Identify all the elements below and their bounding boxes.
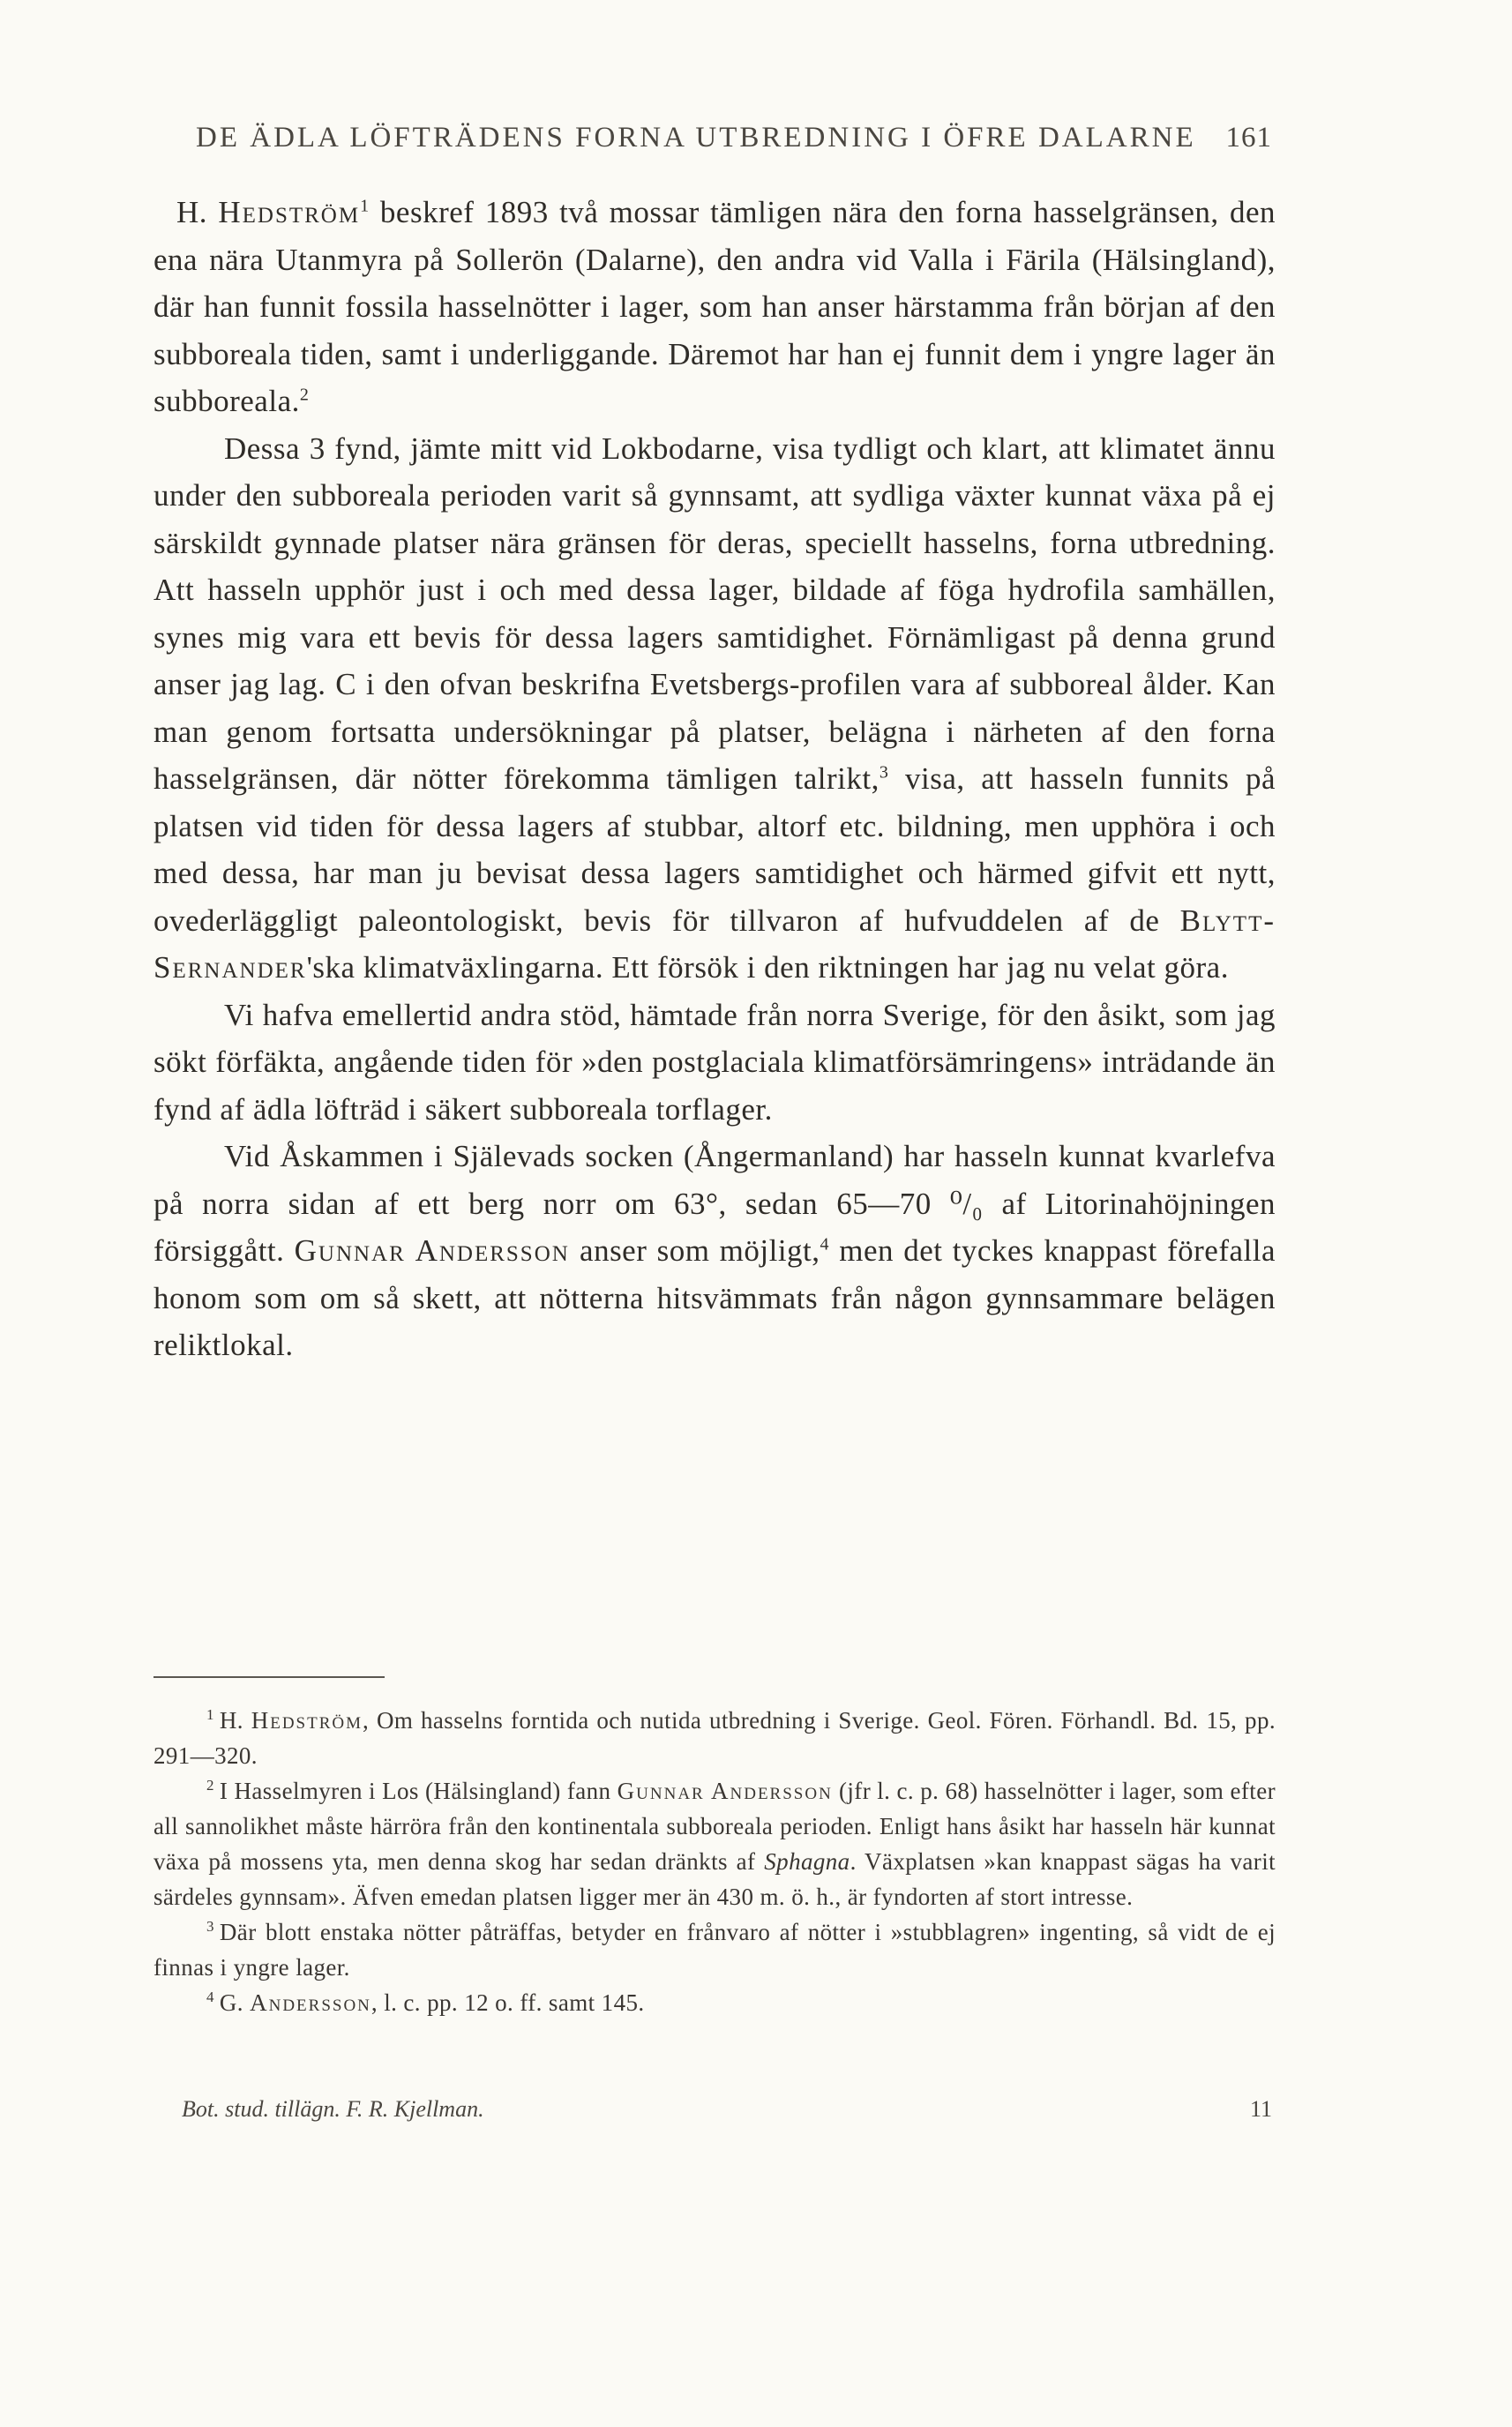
footnote-3 xyxy=(153,1914,1276,1985)
signature-mark: 11 xyxy=(1249,2096,1272,2122)
text-run: visa, att hasseln funnits på platsen vid tiden för dessa lagers af stubbar, altorf etc. bildning, men upphöra i och med dessa, har man ju bevisat dessa lagers samtidighet och härmed gifvit ett nytt, ovederläggligt paleontologiskt, bevis för tillvaron af hufvuddelen af de xyxy=(153,761,1276,938)
text-run: H. xyxy=(176,195,219,229)
footnote-ref[interactable]: 3 xyxy=(879,762,889,783)
footnote-divider xyxy=(153,1676,385,1678)
text-run: Där blott enstaka nötter påträffas, betyder en frånvaro af nötter i »stubblagren» ingenting, så vidt de ej finnas i yngre lager. xyxy=(153,1919,1276,1981)
footnote-mark: 2 xyxy=(206,1777,214,1794)
text-run: . Växplatsen »kan knappast sägas ha varit särdeles gynnsam». Äfven emedan platsen ligger mer än 430 m. ö. h., är fyndorten af stort intresse. xyxy=(153,1848,1276,1910)
footnote-ref[interactable]: 4 xyxy=(820,1234,830,1255)
author-name: Blytt-Sernander xyxy=(153,903,1276,985)
paragraph-4 xyxy=(153,1133,1276,1369)
text-run: (jfr l. c. p. 68) hasselnötter i lager, som efter all sannolikhet måste härröra från den kontinentala subboreala perioden. Enligt hans åsikt har hasseln här kunnat växa på mossens yta, men denna skog har sedan dränkts af xyxy=(153,1778,1276,1875)
text-run: H. xyxy=(219,1707,251,1734)
paragraph-2 xyxy=(153,425,1276,992)
footnote-mark: 3 xyxy=(206,1918,214,1935)
paragraph-1 xyxy=(153,189,1276,425)
text-run: 'ska klimatväxlingarna. Ett försök i den riktningen har jag nu velat göra. xyxy=(306,950,1229,985)
footnote-1 xyxy=(153,1703,1276,1773)
text-run: , l. c. pp. 12 o. ff. samt 145. xyxy=(371,1989,645,2016)
footnote-mark: 4 xyxy=(206,1989,214,2005)
text-run: G. xyxy=(219,1989,251,2016)
signature-text: Bot. stud. tillägn. F. R. Kjellman. xyxy=(182,2096,484,2122)
text-run: Vid Åskammen i Själevads socken (Ångermanland) har hasseln kunnat kvarlefva på norra sidan af ett berg norr om 63°, sedan 65—70 ⁰/₀ af Litorinahöjningen försiggått. xyxy=(153,1139,1276,1268)
footnote-ref[interactable]: 1 xyxy=(360,196,370,216)
running-head xyxy=(196,122,1272,154)
text-run: men det tyckes knappast förefalla honom som om så skett, att nötterna hitsvämmats från någon gynnsammare belägen reliktlokal. xyxy=(153,1233,1276,1362)
footnotes xyxy=(153,1703,1276,2020)
footnote-ref[interactable]: 2 xyxy=(299,385,310,405)
text-run: I Hasselmyren i Los (Hälsingland) fann xyxy=(219,1778,618,1804)
footnote-2 xyxy=(153,1773,1276,1914)
author-name: Andersson xyxy=(250,1989,371,2016)
signature-line xyxy=(182,2096,1276,2123)
paragraph-3: Vi hafva emellertid andra stöd, hämtade från norra Sverige, för den åsikt, som jag sökt förfäkta, angående tiden för »den postglaciala klimatförsämringens» inträdande än fynd af ädla löfträd i säkert subboreala torflager. xyxy=(153,997,1276,1127)
text-run: anser som möjligt, xyxy=(569,1233,820,1268)
author-name: Hedström xyxy=(218,195,361,229)
text-run: beskref 1893 två mossar tämligen nära den forna hasselgränsen, den ena nära Utanmyra på Sollerön (Dalarne), den andra vid Valla i Färila (Hälsingland), där han funnit fossila hasselnötter i lager, som han anser härstamma från början af den subboreala tiden, samt i underliggande. Däremot har han ej funnit dem i yngre lager än subboreala. xyxy=(153,195,1276,418)
author-name: Hedström xyxy=(251,1707,363,1734)
page-number: 161 xyxy=(1225,122,1272,154)
body-text xyxy=(153,189,1276,1369)
footnote-mark: 1 xyxy=(206,1706,214,1723)
genus-name: Sphagna xyxy=(764,1848,850,1875)
text-run: Dessa 3 fynd, jämte mitt vid Lokbodarne, visa tydligt och klart, att klimatet ännu under den subboreala perioden varit så gynnsamt, att sydliga växter kunnat växa på ej särskildt gynnade platser nära gränsen för deras, speciellt hasselns, forna utbredning. Att hasseln upphör just i och med dessa lager, bildade af föga hydrofila samhällen, synes mig vara ett bevis för dessa lagers samtidighet. Förnämligast på denna grund anser jag lag. C i den ofvan beskrifna Evetsbergs-profilen vara af subboreal ålder. Kan man genom fortsatta undersökningar på platser, belägna i närheten af den forna hasselgränsen, där nötter förekomma tämligen talrikt, xyxy=(153,431,1276,796)
author-name: Gunnar Andersson xyxy=(617,1778,833,1804)
author-name: Gunnar Andersson xyxy=(294,1233,570,1268)
footnote-4 xyxy=(153,1985,1276,2020)
text-run: , Om hasselns forntida och nutida utbredning i Sverige. Geol. Fören. Förhandl. Bd. 15, pp. 291—320. xyxy=(153,1707,1276,1769)
running-title: DE ÄDLA LÖFTRÄDENS FORNA UTBREDNING I ÖFRE DALARNE xyxy=(196,122,1196,154)
